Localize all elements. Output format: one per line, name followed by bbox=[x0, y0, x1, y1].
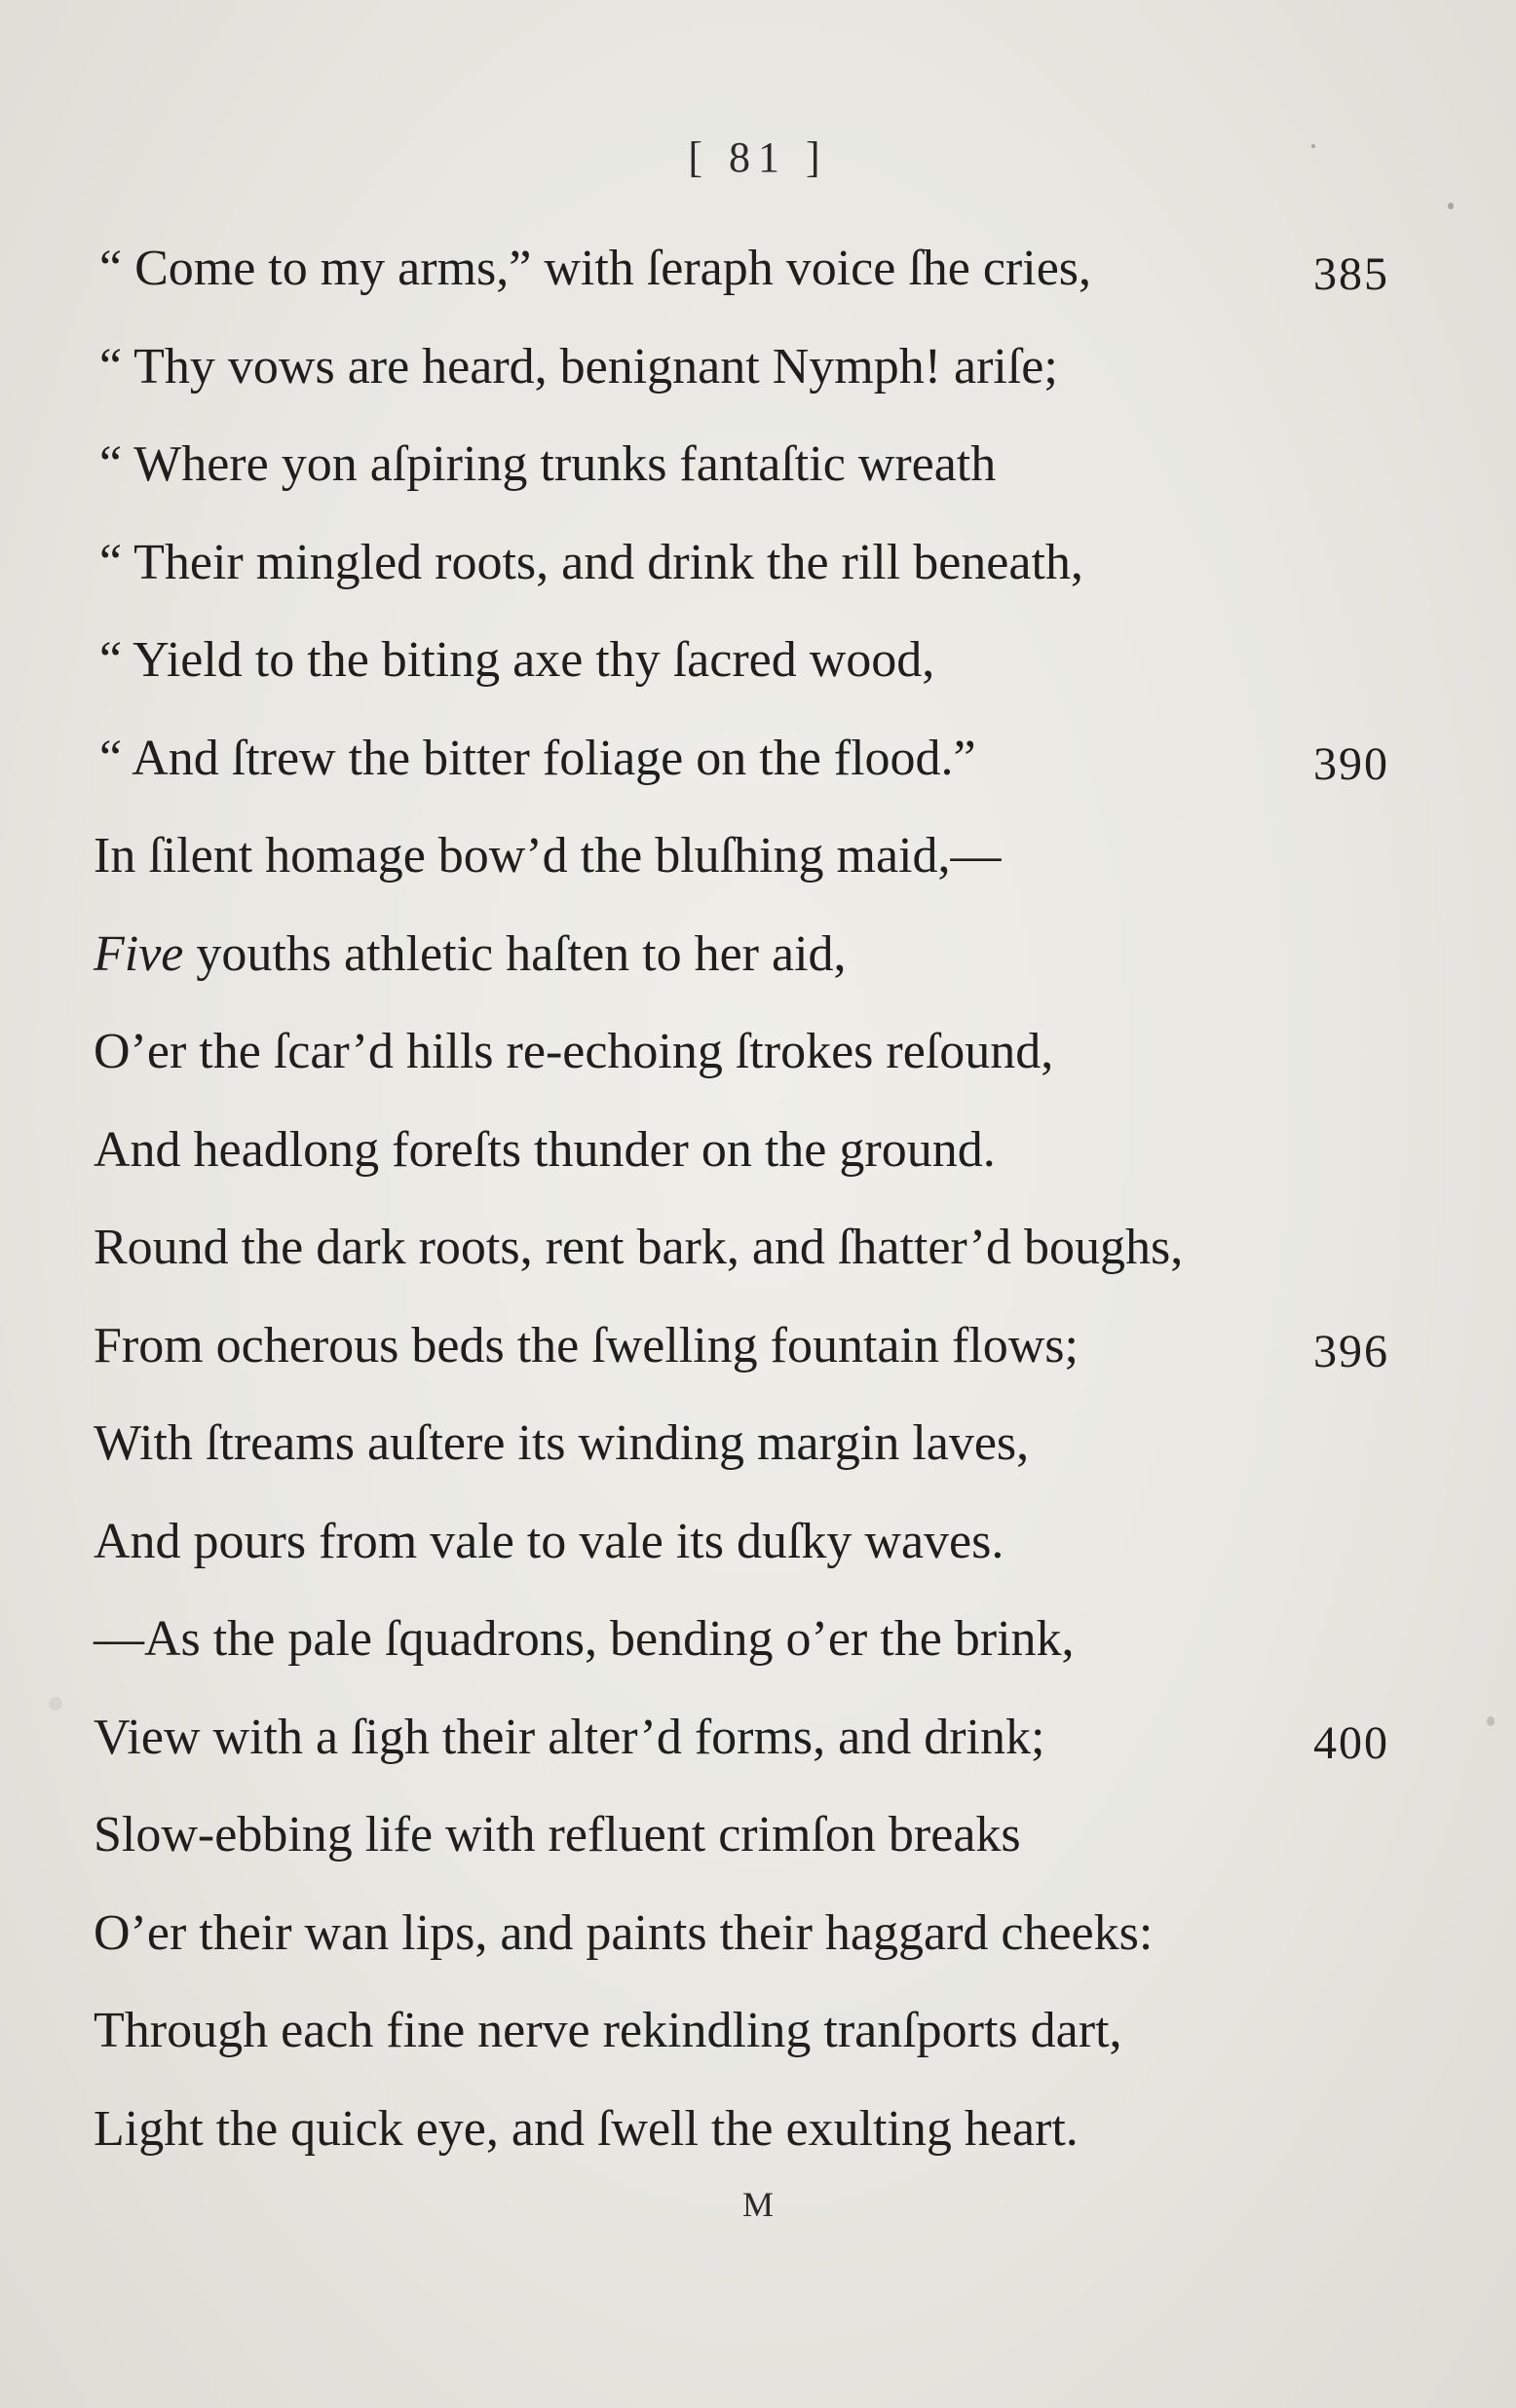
verse-text: With ſtreams auſtere its winding margin laves, bbox=[94, 1415, 1030, 1471]
verse-line bbox=[94, 1199, 1389, 1298]
line-number: 385 bbox=[1313, 248, 1389, 300]
line-number: 390 bbox=[1313, 737, 1389, 790]
verse-text-rest: youths athletic haſten to her aid, bbox=[183, 925, 847, 982]
verse-line bbox=[94, 2081, 1389, 2179]
verse-line bbox=[94, 808, 1389, 906]
verse-line bbox=[94, 220, 1389, 319]
verse-text: Round the dark roots, rent bark, and ſhatter’d boughs, bbox=[94, 1220, 1184, 1275]
signature-mark: M bbox=[741, 2185, 774, 2224]
verse-text: O’er the ſcar’d hills re-echoing ſtrokes reſound, bbox=[94, 1024, 1054, 1079]
page-number: [ 81 ] bbox=[688, 133, 828, 181]
verse-text: From ocherous beds the ſwelling fountain flows; bbox=[94, 1317, 1079, 1373]
verse-text: “ Their mingled roots, and drink the rill beneath, bbox=[99, 534, 1083, 590]
verse-text: “ Yield to the biting axe thy ſacred wood, bbox=[99, 632, 935, 688]
verse-line bbox=[94, 906, 1389, 1004]
verse-text: —As the pale ſquadrons, bending o’er the brink, bbox=[94, 1611, 1075, 1667]
verse-text: “ Come to my arms,” with ſeraph voice ſhe cries, bbox=[99, 241, 1092, 296]
verse-line bbox=[94, 1493, 1389, 1592]
verse-text bbox=[94, 906, 847, 1004]
verse-line bbox=[94, 1591, 1389, 1689]
verse-text: And pours from vale to vale its duſky waves. bbox=[94, 1513, 1004, 1569]
verse-line bbox=[94, 1003, 1389, 1102]
verse-line bbox=[94, 1298, 1389, 1396]
line-number: 400 bbox=[1313, 1716, 1389, 1769]
paper-speck bbox=[1487, 1716, 1495, 1726]
verse-text: Through each fine nerve rekindling tranſports dart, bbox=[94, 2003, 1122, 2058]
paper-speck bbox=[1448, 203, 1454, 209]
verse-line bbox=[94, 1885, 1389, 1983]
verse-line bbox=[94, 1689, 1389, 1787]
verse-text: And headlong foreſts thunder on the ground. bbox=[94, 1121, 996, 1178]
verse-text: Light the quick eye, and ſwell the exulting heart. bbox=[94, 2100, 1079, 2157]
verse-line bbox=[94, 514, 1389, 613]
verse-line bbox=[94, 1395, 1389, 1493]
verse-line bbox=[94, 416, 1389, 514]
verse-text: Slow-ebbing life with refluent crimſon breaks bbox=[94, 1807, 1021, 1862]
paper-speck bbox=[1311, 144, 1315, 148]
verse-line bbox=[94, 1787, 1389, 1885]
verse-text: “ And ſtrew the bitter foliage on the flood.” bbox=[99, 730, 976, 786]
verse-line bbox=[94, 1102, 1389, 1200]
verse-text: In ſilent homage bow’d the bluſhing maid,— bbox=[94, 828, 1002, 884]
verse-line bbox=[94, 710, 1389, 809]
verse-text: “ Where yon aſpiring trunks fantaſtic wreath bbox=[99, 436, 997, 492]
verse-text: O’er their wan lips, and paints their haggard cheeks: bbox=[94, 1904, 1154, 1961]
verse-text: “ Thy vows are heard, benignant Nymph! ariſe; bbox=[99, 338, 1058, 395]
verse-line bbox=[94, 319, 1389, 417]
verse-text: View with a ſigh their alter’d forms, and drink; bbox=[94, 1709, 1045, 1765]
verse-line bbox=[94, 612, 1389, 710]
poem-body bbox=[94, 220, 1389, 2178]
paper-speck bbox=[49, 1697, 62, 1711]
line-number: 396 bbox=[1313, 1325, 1389, 1377]
italic-word: Five bbox=[94, 925, 184, 982]
verse-line bbox=[94, 1982, 1389, 2081]
